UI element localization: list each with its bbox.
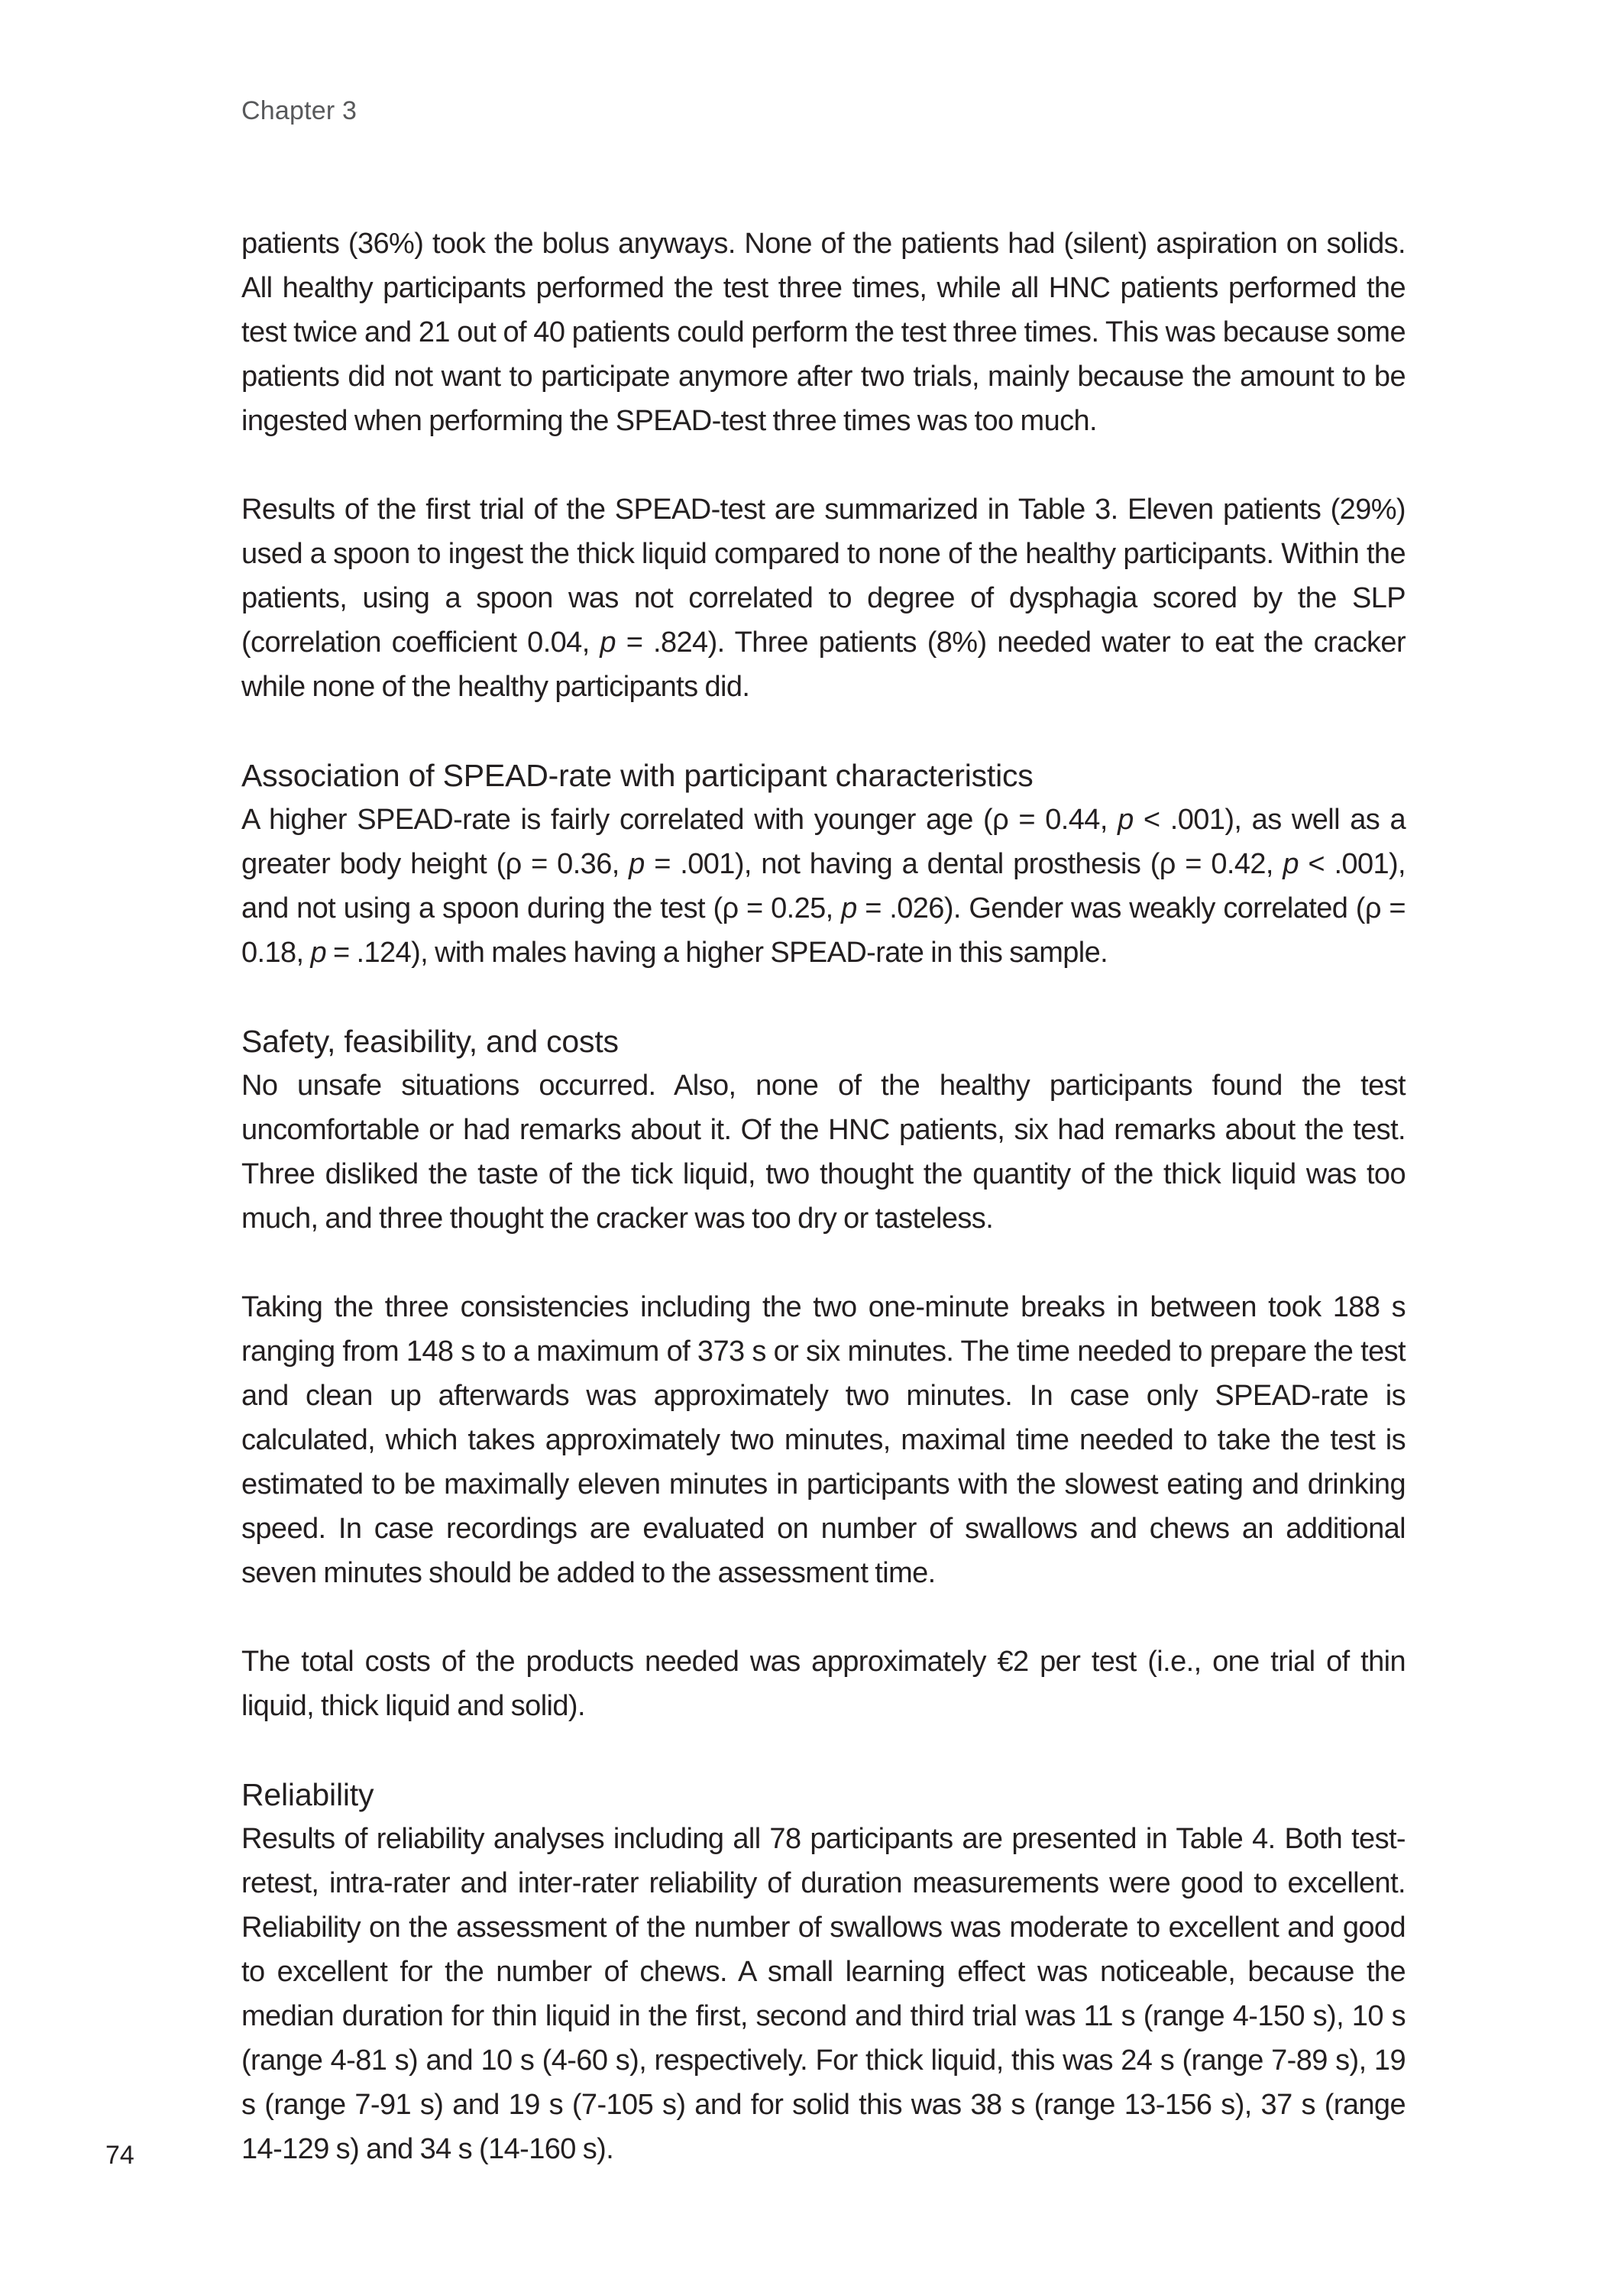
running-head: Chapter 3: [241, 96, 357, 125]
section-heading-safety: Safety, feasibility, and costs: [241, 1024, 619, 1059]
section-heading-reliability: Reliability: [241, 1777, 374, 1812]
paragraph-aspiration: patients (36%) took the bolus anyways. None of the patients had (silent) aspiration on solids. All healthy participants performed the test three times, while all HNC patients performed the test twice and 21 out of 40 patients could perform the test three times. This was because some patients did not want to participate anymore after two trials, mainly because the amount to be ingested when performing the SPEAD-test three times was too much.: [241, 228, 1406, 437]
page-body: [241, 222, 1406, 2216]
paragraph-association: A higher SPEAD-rate is fairly correlated with younger age (ρ = 0.44, p < .001), as well as a greater body height (ρ = 0.36, p = .001), not having a dental prosthesis (ρ = 0.42, p < .001), and not using a spoon during the test (ρ = 0.25, p = .026). Gender was weakly correlated (ρ = 0.18, p = .124), with males having a higher SPEAD-rate in this sample.: [241, 804, 1406, 969]
paragraph-timing: Taking the three consistencies including the two one-minute breaks in between took 188 s ranging from 148 s to a maximum of 373 s or six minutes. The time needed to prepare the test and clean up afterwards was approximately two minutes. In case only SPEAD-rate is calculated, which takes approximately two minutes, maximal time needed to take the test is estimated to be maximally eleven minutes in participants with the slowest eating and drinking speed. In case recordings are evaluated on number of swallows and chews an additional seven minutes should be added to the assessment time.: [241, 1291, 1406, 1589]
section-heading-association: Association of SPEAD-rate with participant characteristics: [241, 758, 1034, 793]
paragraph-costs: The total costs of the products needed was approximately €2 per test (i.e., one trial of thin liquid, thick liquid and solid).: [241, 1646, 1406, 1722]
paragraph-first-trial-results: Results of the first trial of the SPEAD-test are summarized in Table 3. Eleven patients (29%) used a spoon to ingest the thick liquid compared to none of the healthy participants. Within the patients, using a spoon was not correlated to degree of dysphagia scored by the SLP (correlation coefficient 0.04, p = .824). Three patients (8%) needed water to eat the cracker while none of the healthy participants did.: [241, 494, 1406, 703]
paragraph-safety: No unsafe situations occurred. Also, none of the healthy participants found the test uncomfortable or had remarks about it. Of the HNC patients, six had remarks about the test. Three disliked the taste of the tick liquid, two thought the quantity of the thick liquid was too much, and three thought the cracker was too dry or tasteless.: [241, 1070, 1406, 1235]
page-number: 74: [105, 2141, 134, 2170]
paragraph-reliability: Results of reliability analyses including all 78 participants are presented in Table 4. Both test-retest, intra-rater and inter-rater reliability of duration measurements were good to excellent. Reliability on the assessment of the number of swallows was moderate to excellent and good to excellent for the number of chews. A small learning effect was noticeable, because the median duration for thin liquid in the first, second and third trial was 11 s (range 4-150 s), 10 s (range 4-81 s) and 10 s (4-60 s), respectively. For thick liquid, this was 24 s (range 7-89 s), 19 s (range 7-91 s) and 19 s (7-105 s) and for solid this was 38 s (range 13-156 s), 37 s (range 14-129 s) and 34 s (14-160 s).: [241, 1823, 1406, 2165]
